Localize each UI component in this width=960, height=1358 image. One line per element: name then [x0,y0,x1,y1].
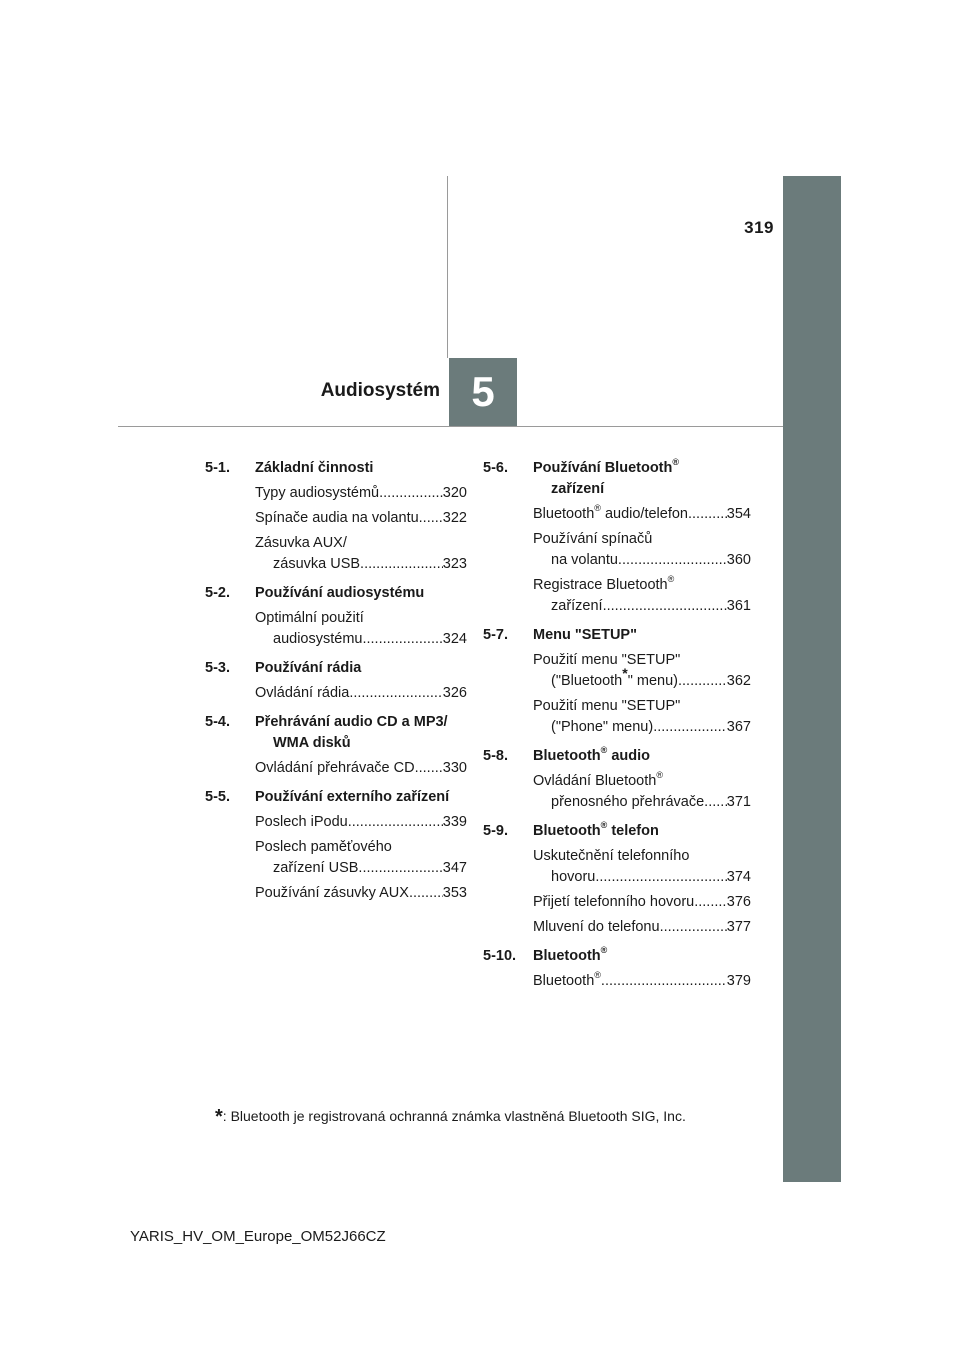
toc-entry[interactable]: Optimální použití audiosystému ..... 324 [255,608,467,650]
toc-entry[interactable]: Registrace Bluetooth® zařízení ..... 361 [533,575,751,617]
toc-entry[interactable]: Bluetooth® audio/telefon ..... 354 [533,504,751,525]
toc-section[interactable]: 5-8. Bluetooth® audio [483,745,650,764]
toc-section[interactable]: 5-3. Používání rádia [205,660,362,676]
toc-entry[interactable]: Uskutečnění telefonního hovoru ..... 374 [533,846,751,888]
chapter-title: Audiosystém [320,380,440,401]
toc-section[interactable]: 5-1. Základní činnosti [205,460,374,476]
toc-entry[interactable]: Ovládání Bluetooth® přenosného přehrávače ..... 371 [533,771,751,813]
toc-left-column [205,458,467,904]
toc-section[interactable]: 5-7. Menu "SETUP" [483,627,637,643]
toc-entry[interactable]: Mluvení do telefonu ..... 377 [533,917,751,938]
toc-entry[interactable]: Používání zásuvky AUX ..... 353 [255,883,467,904]
header-vertical-rule [447,176,448,358]
toc-entry[interactable]: Poslech paměťového zařízení USB ..... 347 [255,837,467,879]
toc-section[interactable]: 5-6. Používání Bluetooth® zařízení [483,457,679,497]
toc-section[interactable]: 5-2. Používání audiosystému [205,585,425,601]
header-horizontal-rule [118,426,783,427]
toc-entry[interactable]: Ovládání rádia ..... 326 [255,683,467,704]
chapter-number-box: 5 [449,358,517,426]
toc-section[interactable]: 5-4. Přehrávání audio CD a MP3/ WMA disků [205,714,448,751]
toc-entry[interactable]: Typy audiosystémů ..... 320 [255,483,467,504]
toc-entry[interactable]: Ovládání přehrávače CD ..... 330 [255,758,467,779]
chapter-side-tab [783,176,841,1182]
toc-section[interactable]: 5-10. Bluetooth® [483,945,608,964]
toc-entry[interactable]: Přijetí telefonního hovoru ..... 376 [533,892,751,913]
toc-entry[interactable]: Používání spínačů na volantu ..... 360 [533,529,751,571]
toc-entry[interactable]: Poslech iPodu ..... 339 [255,812,467,833]
toc-entry[interactable]: Bluetooth® ..... 379 [533,971,751,992]
toc-section[interactable]: 5-9. Bluetooth® telefon [483,820,659,839]
toc-entry[interactable]: Spínače audia na volantu ..... 322 [255,508,467,529]
page-number: 319 [744,218,774,237]
toc-section[interactable]: 5-5. Používání externího zařízení [205,789,450,805]
document-id: YARIS_HV_OM_Europe_OM52J66CZ [130,1228,386,1245]
toc-entry[interactable]: Použití menu "SETUP" ("Bluetooth*" menu) ..... 362 [533,650,751,692]
toc-entry[interactable]: Použití menu "SETUP" ("Phone" menu) ..... 367 [533,696,751,738]
toc-right-column [483,458,751,992]
footnote: *: Bluetooth je registrovaná ochranná známka vlastněná Bluetooth SIG, Inc. [215,1106,686,1128]
toc-entry[interactable]: Zásuvka AUX/ zásuvka USB ..... 323 [255,533,467,575]
